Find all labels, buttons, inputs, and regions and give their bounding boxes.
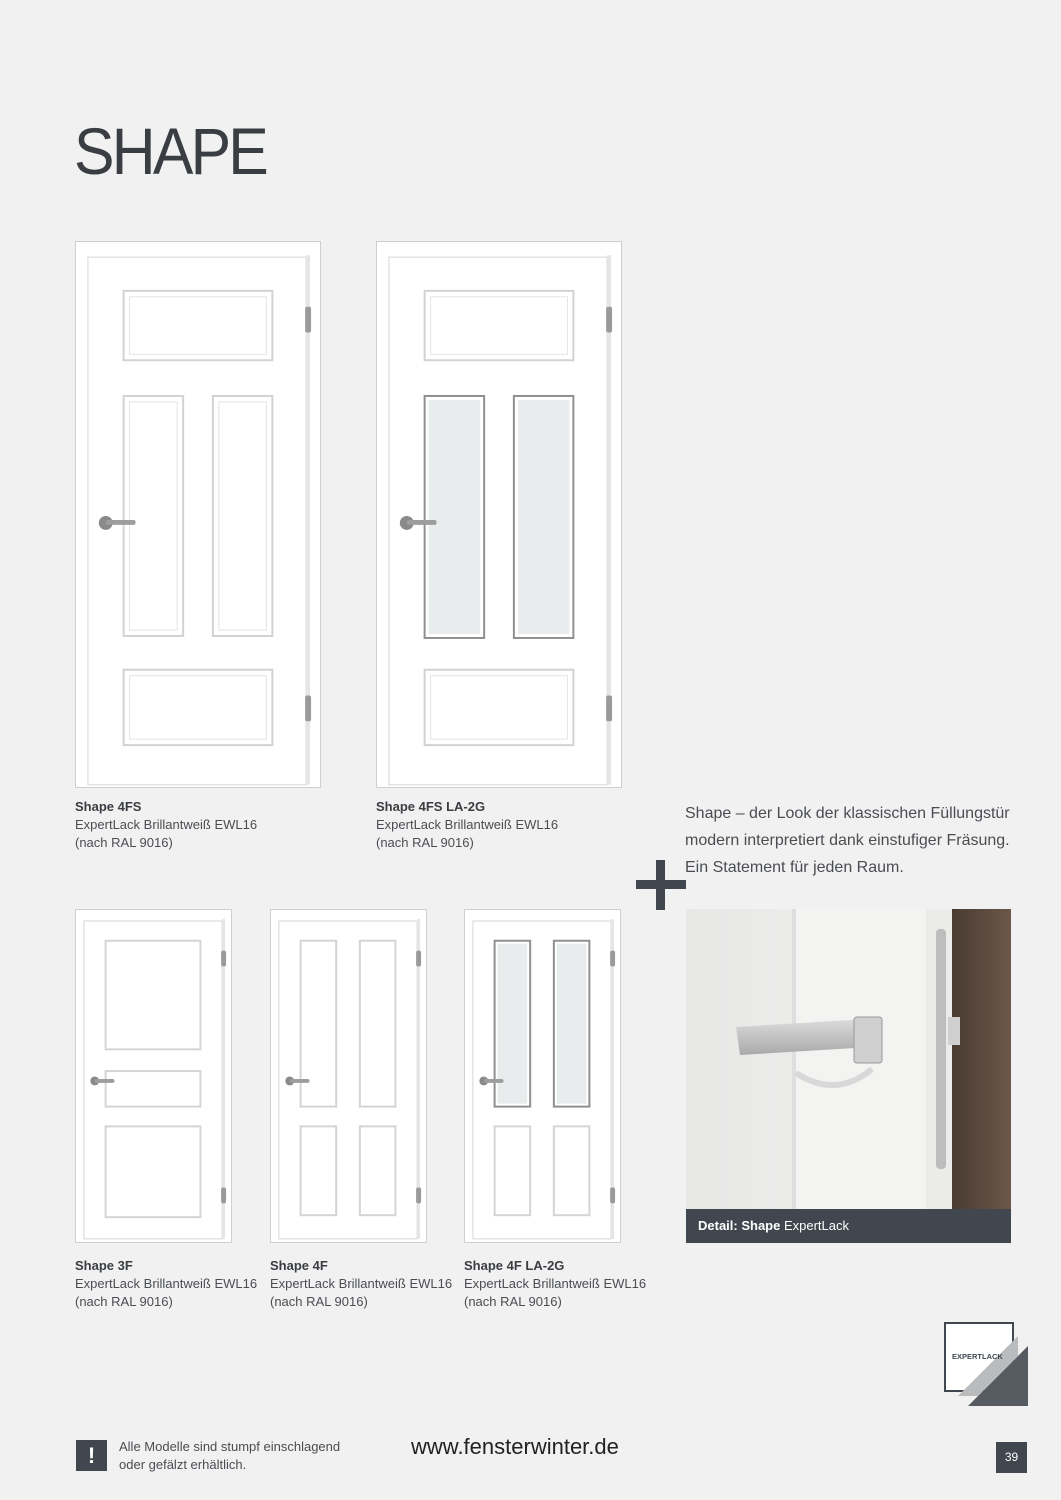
page-number: 39 [996,1442,1027,1473]
door-ral: (nach RAL 9016) [270,1294,368,1309]
door-caption-shape-4fs [75,798,257,852]
door-caption-shape-4fs-la-2g [376,798,558,852]
notice-line: oder gefälzt erhältlich. [119,1457,247,1472]
tagline-line: Shape – der Look der klassischen Füllungstür [685,805,1010,822]
notice-text [119,1438,340,1474]
tagline [685,800,1015,881]
badge-text: EXPERTLACK [952,1352,1003,1361]
door-ral: (nach RAL 9016) [464,1294,562,1309]
detail-photo-handle [686,909,1011,1243]
detail-caption-bold: Detail: Shape [698,1218,781,1233]
door-ral: (nach RAL 9016) [75,835,173,850]
door-ral: (nach RAL 9016) [376,835,474,850]
door-finish: ExpertLack Brillantweiß EWL16 [464,1276,647,1291]
door-name: Shape 3F [75,1258,133,1273]
tagline-line: Ein Statement für jeden Raum. [685,859,904,876]
door-image-shape-4fs-la-2g [376,241,622,788]
door-name: Shape 4FS LA-2G [376,799,486,814]
door-ral: (nach RAL 9016) [75,1294,173,1309]
door-finish: ExpertLack Brillantweiß EWL16 [75,1276,258,1291]
page-title: SHAPE [74,114,267,188]
door-caption-shape-3f [75,1257,257,1311]
detail-caption-bar [686,1209,1011,1243]
door-finish: ExpertLack Brillantweiß EWL16 [75,817,258,832]
door-caption-shape-4f [270,1257,452,1311]
door-name: Shape 4FS [75,799,142,814]
door-finish: ExpertLack Brillantweiß EWL16 [376,817,559,832]
notice-line: Alle Modelle sind stumpf einschlagend [119,1439,341,1454]
door-image-shape-4f-la-2g [464,909,621,1243]
door-finish: ExpertLack Brillantweiß EWL16 [270,1276,453,1291]
door-image-shape-4f [270,909,427,1243]
door-image-shape-4fs [75,241,321,788]
detail-caption-text: ExpertLack [780,1218,850,1233]
door-image-shape-3f [75,909,232,1243]
notice-icon: ! [76,1440,107,1471]
door-caption-shape-4f-la-2g [464,1257,646,1311]
door-name: Shape 4F LA-2G [464,1258,565,1273]
expertlack-badge-logo [944,1322,1028,1406]
door-name: Shape 4F [270,1258,328,1273]
tagline-line: modern interpretiert dank einstufiger Fräsung. [685,832,1010,849]
website-url: www.fensterwinter.de [411,1434,619,1459]
plus-icon [634,858,688,912]
